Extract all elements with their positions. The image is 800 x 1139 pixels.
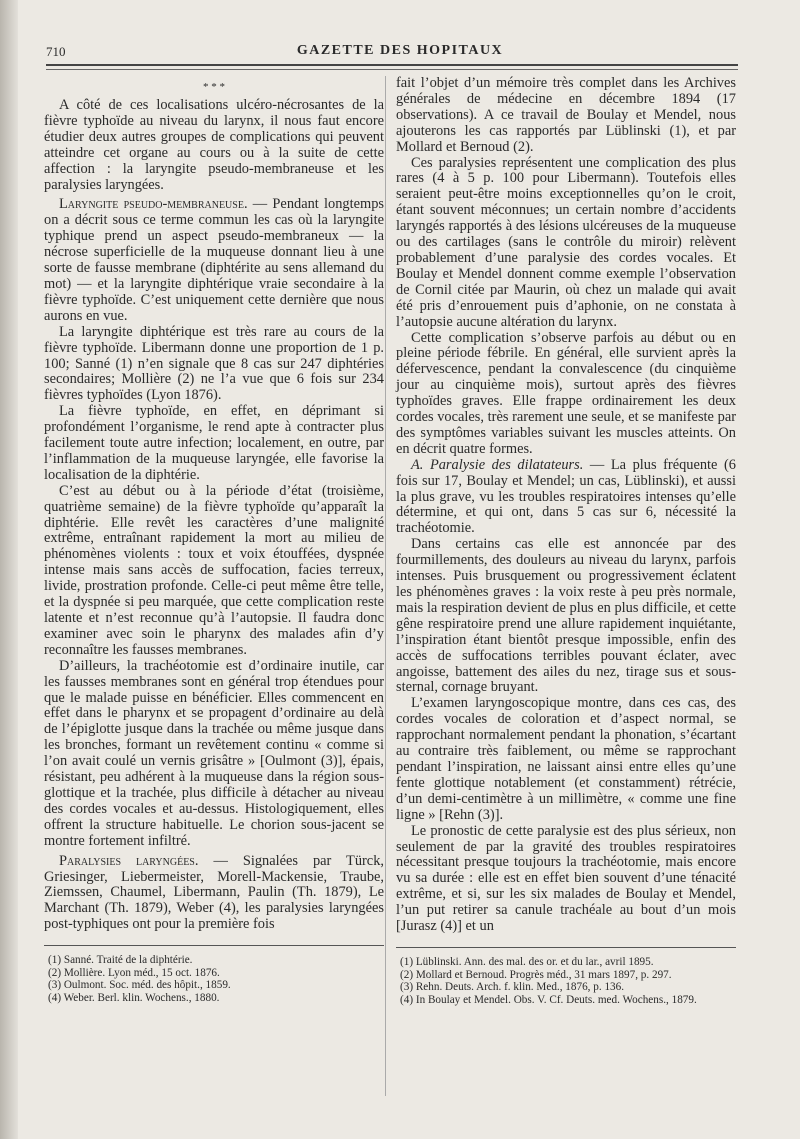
- right-column: [396, 76, 736, 1006]
- footnote: (1) Lüblinski. Ann. des mal. des or. et du lar., avril 1895.: [400, 955, 654, 968]
- paragraph: Le pronostic de cette paralysie est des plus sérieux, non seulement de par la gravité des troubles respiratoires nécessitant presque toujours la trachéotomie, mais encore vu sa durée : elle est en effet bien souvent d’une ténacité extrême, et si, sur les six malades de Boulay et Mendel, l’un put retirer sa canule trachéale au bout d’un mois [Jurasz (4)] et un: [396, 822, 736, 935]
- footnote-rule: [396, 947, 736, 948]
- page-number: 710: [46, 44, 66, 59]
- footnote: (2) Mollard et Bernoud. Progrès méd., 31 mars 1897, p. 297.: [400, 968, 672, 981]
- footnote: (4) In Boulay et Mendel. Obs. V. Cf. Deuts. med. Wochens., 1879.: [400, 993, 697, 1006]
- running-title: GAZETTE DES HOPITAUX: [296, 43, 504, 58]
- paragraph: D’ailleurs, la trachéotomie est d’ordinaire inutile, car les fausses membranes sont en général trop étendues pour que le malade puisse en bénéficier. Elles commencent en effet dans le pharynx et se propagent d’ordinaire au delà de l’épiglotte jusque dans la trachée ou même jusque dans les bronches, formant un revêtement continu « comme si l’on avait coulé un vernis grisâtre » [Oulmont (3)], épais, résistant, peu adhérent à la muqueuse dans la région sous-glottique et la trachée, plus difficile à détacher au niveau des cordes vocales et au-dessus. Histologiquement, elles offrent la structure habituelle. Le chorion sous-jacent se montre fortement infiltré.: [44, 657, 384, 849]
- paragraph: Dans certains cas elle est annoncée par des fourmillements, des douleurs au niveau du larynx, parfois intenses. Puis brusquement ou progressivement éclatent les phénomènes graves : la voix reste à peu près normale, mais la respiration devient de plus en plus difficile, et cette gêne respiratoire prend une allure rapidement inquiétante, l’inspiration étant bientôt presque impossible, enfin des accès de suffocations terribles pouvant éclater, avec angoisse, battement des ailes du nez, tirage sus et sous-sternal, cornage bruyant.: [396, 536, 736, 696]
- paragraph-laryngite: Laryngite pseudo-membraneuse. — Pendant longtemps on a décrit sous ce terme commun les cas où la laryngite typhique prend un aspect pseudo-membraneux — la nécrose superficielle de la muqueuse donnant lieu à une sorte de fausse membrane (diphtérite au sens allemand du mot) — et la laryngite diphtérique vraie secondaire à la fièvre typhoïde. C’est uniquement cette dernière que nous aurons en vue.: [44, 196, 384, 324]
- paragraph: Cette complication s’observe parfois au début ou en pleine période fébrile. En général, elle survient après la défervescence, pendant la convalescence (du cinquième jour au cinquième mois), surtout après des fièvres typhoïdes graves. Elle frappe ordinairement les deux cordes vocales, très rarement une seule, et se manifeste par des symptômes variables suivant les muscles atteints. On en décrit quatre formes.: [396, 329, 736, 457]
- footnote: (3) Rehn. Deuts. Arch. f. klin. Med., 1876, p. 136.: [400, 981, 625, 994]
- paragraph: Ces paralysies représentent une complication des plus rares (4 à 5 p. 100 pour Libermann). Toutefois elles seraient peut-être moins exceptionnelles qu’on le croit, étant souvent méconnues; un certain nombre d’accidents laryngés rapportés à des lésions ulcéreuses de la muqueuse ou des cartilages (sans le contrôle du miroir) relèvent probablement d’une paralysie des cordes vocales. Et Boulay et Mendel donnent comme exemple l’observation de Cornil citée par Maurin, où chez un malade qui avait été pris d’enrouement puis d’aphonie, on ne constata à l’autopsie aucune altération du larynx.: [396, 154, 736, 330]
- paragraph: La laryngite diphtérique est très rare au cours de la fièvre typhoïde. Libermann donne une proportion de 1 p. 100; Sanné (1) n’en signale que 8 cas sur 247 diphtéries secondaires; Mollière (2) ne l’a vue que 6 fois sur 234 fièvres typhoïdes (Lyon 1876).: [44, 323, 384, 404]
- header-rule-thick: [46, 64, 738, 66]
- left-column: [44, 76, 384, 1005]
- section-heading: Paralysies laryngées.: [59, 852, 199, 869]
- paragraph: L’examen laryngoscopique montre, dans ces cas, des cordes vocales de coloration et d’aspect normal, se rapprochant normalement pendant la phonation, s’écartant au contraire très faiblement, ou même se rapprochant pendant l’inspiration, ne laissant ainsi entre elles qu’une fente glottique notablement (et constamment) rétrécie, d’un demi-centimètre à un millimètre, « comme une fine ligne » [Rehn (3)].: [396, 695, 736, 823]
- page-edge-shadow: [0, 0, 18, 1139]
- footnote: (3) Oulmont. Soc. méd. des hôpit., 1859.: [48, 979, 231, 992]
- paragraph: La fièvre typhoïde, en effet, en déprimant si profondément l’organisme, le rend apte à contracter plus facilement toute autre infection; localement, en outre, par l’inflammation de la muqueuse laryngée, elle favorise la localisation de la diphtérie.: [44, 403, 384, 483]
- paragraph-dilatateurs: A. Paralysie des dilatateurs. — La plus fréquente (6 fois sur 17, Boulay et Mendel; un cas, Lüblinski), et aussi la plus grave, vu les troubles respiratoires intenses qu’elle détermine, et qui ont, dans 5 cas sur 6, nécessité la trachéotomie.: [396, 456, 736, 537]
- footnote: (1) Sanné. Traité de la diphtérie.: [48, 954, 193, 967]
- subsection-heading: A. Paralysie des dilatateurs.: [411, 456, 584, 473]
- column-divider: [385, 76, 386, 1096]
- section-heading: Laryngite pseudo-membraneuse.: [59, 196, 248, 213]
- paragraph: C’est au début ou à la période d’état (troisième, quatrième semaine) de la fièvre typhoïde qu’apparaît la diphtérie. Elle revêt les caractères d’une malignité extrême, entraînant rapidement la mort au milieu de phénomènes violents : toux et voix étouffées, dyspnée intense mais sans accès de suffocation, facies terreux, livide, prostration profonde. Celle-ci peut même être telle, et la dyspnée si peu marquée, que cette complication reste latente et n’est reconnue qu’à l’autopsie. Il faudra donc examiner avec soin le pharynx des malades afin d’y reconnaître les fausses membranes.: [44, 482, 384, 658]
- footnote: (4) Weber. Berl. klin. Wochens., 1880.: [48, 991, 220, 1004]
- header-rule-thin: [46, 69, 738, 70]
- footnote: (2) Mollière. Lyon méd., 15 oct. 1876.: [48, 966, 220, 979]
- paragraph: A côté de ces localisations ulcéro-nécrosantes de la fièvre typhoïde au niveau du larynx, il nous faut encore étudier deux autres groupes de complications qui peuvent atteindre cet organe au cours ou à la suite de cette affection : la laryngite pseudo-membraneuse et les paralysies laryngées.: [44, 97, 384, 193]
- paragraph: fait l’objet d’un mémoire très complet dans les Archives générales de médecine en décembre 1894 (17 observations). A ce travail de Boulay et Mendel, nous ajouterons les cas rapportés par Lüblinski (1), et par Mollard et Bernoud (2).: [396, 75, 736, 155]
- section-mark: * * *: [203, 81, 225, 93]
- footnote-rule: [44, 945, 384, 946]
- paragraph-paralysies: Paralysies laryngées. — Signalées par Türck, Griesinger, Liebermeister, Morell-Mackensie, Traube, Ziemssen, Chaumel, Libermann, Paulin (Th. 1879), Le Marchant (Th. 1879), Weber (4), les paralysies laryngées post-typhiques ont pour la première fois: [44, 852, 384, 933]
